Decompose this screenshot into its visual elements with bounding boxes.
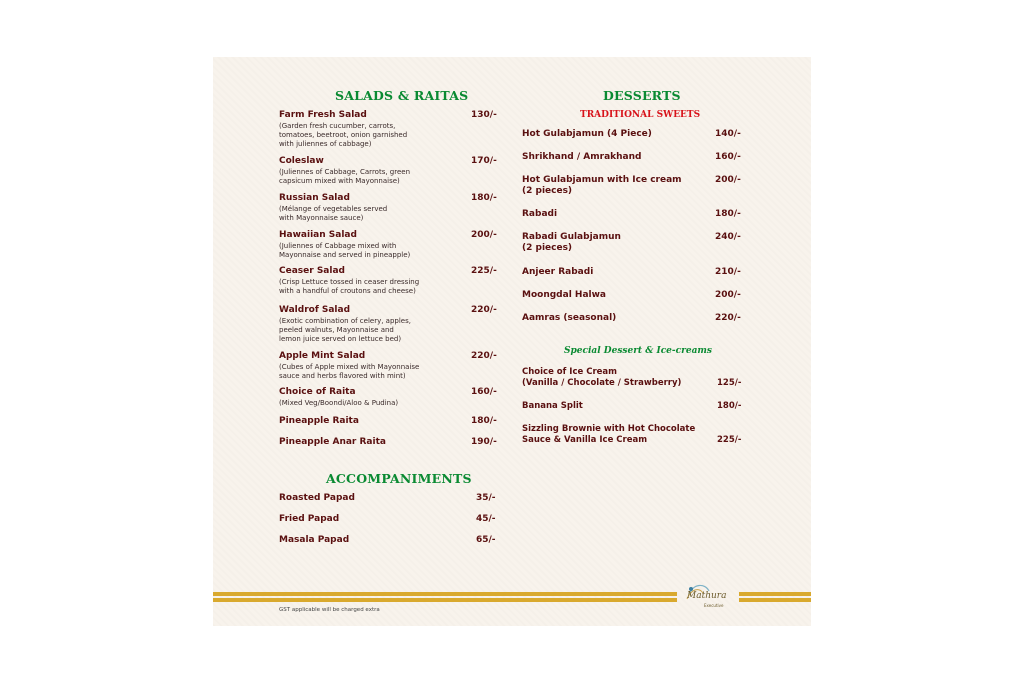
item-price: 160/-	[471, 387, 497, 397]
menu-item	[522, 267, 746, 278]
item-price: 210/-	[715, 267, 741, 277]
menu-item	[279, 437, 501, 448]
menu-item	[279, 514, 501, 525]
accompaniments-title: ACCOMPANIMENTS	[326, 471, 472, 486]
menu-item	[522, 290, 746, 301]
item-price: 35/-	[476, 493, 496, 503]
menu-item	[279, 416, 501, 427]
menu-item	[279, 305, 501, 344]
special-dessert-title: Special Dessert & Ice-creams	[564, 346, 713, 356]
menu-item	[279, 387, 501, 408]
desserts-title: DESSERTS	[603, 88, 681, 103]
item-desc: (Crisp Lettuce tossed in ceaser dressing with a handful of croutons and cheese)	[279, 277, 420, 295]
item-price: 160/-	[715, 152, 741, 162]
item-name: Pineapple Anar Raita	[279, 437, 386, 447]
item-name: Anjeer Rabadi	[522, 267, 594, 277]
item-name: Choice of Raita	[279, 387, 356, 397]
item-name: Rabadi Gulabjamun (2 pieces)	[522, 232, 621, 253]
item-name: Russian Salad	[279, 193, 350, 203]
item-price: 200/-	[715, 290, 741, 300]
menu-item	[279, 193, 501, 223]
item-name: Farm Fresh Salad	[279, 110, 367, 120]
item-price: 130/-	[471, 110, 497, 120]
menu-item	[279, 266, 501, 296]
item-price: 220/-	[471, 305, 497, 315]
item-desc: (Mixed Veg/Boondi/Aloo & Pudina)	[279, 398, 399, 407]
item-name: Rabadi	[522, 209, 558, 219]
gold-band	[213, 598, 677, 602]
item-name: Masala Papad	[279, 535, 350, 545]
item-desc: (Exotic combination of celery, apples, peeled walnuts, Mayonnaise and lemon juice served on lettuce bed)	[279, 316, 411, 343]
item-price: 170/-	[471, 156, 497, 166]
menu-page	[213, 57, 811, 626]
item-name: Choice of Ice Cream (Vanilla / Chocolate / Strawberry)	[522, 367, 682, 388]
gold-band	[213, 592, 677, 596]
item-name: Fried Papad	[279, 514, 340, 524]
traditional-sweets-title: TRADITIONAL SWEETS	[580, 110, 701, 120]
item-name: Aamras (seasonal)	[522, 313, 617, 323]
menu-item	[522, 313, 746, 324]
item-price: 180/-	[471, 416, 497, 426]
item-desc: (Juliennes of Cabbage mixed with Mayonnaise and served in pineapple)	[279, 241, 411, 259]
item-name: Waldrof Salad	[279, 305, 351, 315]
item-price: 140/-	[715, 129, 741, 139]
salads-title: SALADS & RAITAS	[335, 88, 469, 103]
menu-item	[522, 401, 746, 412]
menu-item	[279, 535, 501, 546]
menu-item	[522, 367, 746, 389]
menu-item	[522, 175, 746, 197]
item-desc: (Juliennes of Cabbage, Carrots, green capsicum mixed with Mayonnaise)	[279, 167, 411, 185]
item-name: Coleslaw	[279, 156, 324, 166]
menu-item	[279, 156, 501, 186]
item-desc: (Garden fresh cucumber, carrots, tomatoes, beetroot, onion garnished with juliennes of cabbage)	[279, 121, 408, 148]
item-name: Moongdal Halwa	[522, 290, 606, 300]
logo-name: Mathura	[687, 591, 727, 601]
gold-band	[739, 598, 811, 602]
gold-band	[739, 592, 811, 596]
item-name: Hot Gulabjamun (4 Piece)	[522, 129, 652, 139]
item-price: 220/-	[471, 351, 497, 361]
logo-subtitle: Executive	[704, 603, 724, 608]
menu-item	[522, 152, 746, 163]
menu-item	[279, 230, 501, 260]
menu-item	[522, 424, 746, 446]
item-price: 65/-	[476, 535, 496, 545]
item-desc: (Mélange of vegetables served with Mayonnaise sauce)	[279, 204, 388, 222]
menu-item	[279, 110, 501, 149]
item-price: 240/-	[715, 232, 741, 242]
item-name: Ceaser Salad	[279, 266, 345, 276]
item-name: Sizzling Brownie with Hot Chocolate Sauce & Vanilla Ice Cream	[522, 424, 696, 445]
menu-item	[522, 209, 746, 220]
item-price: 180/-	[715, 209, 741, 219]
item-name: Shrikhand / Amrakhand	[522, 152, 642, 162]
item-name: Apple Mint Salad	[279, 351, 366, 361]
menu-item	[522, 129, 746, 140]
item-price: 45/-	[476, 514, 496, 524]
menu-item	[522, 232, 746, 254]
item-name: Banana Split	[522, 401, 583, 411]
item-price: 180/-	[471, 193, 497, 203]
item-desc: (Cubes of Apple mixed with Mayonnaise sauce and herbs flavored with mint)	[279, 362, 420, 380]
menu-item	[279, 493, 501, 504]
item-price: 125/-	[717, 378, 742, 388]
item-price: 180/-	[717, 401, 742, 411]
item-name: Hawaiian Salad	[279, 230, 357, 240]
item-name: Hot Gulabjamun with Ice cream (2 pieces)	[522, 175, 682, 196]
item-name: Roasted Papad	[279, 493, 355, 503]
right-column	[522, 88, 746, 445]
item-name: Pineapple Raita	[279, 416, 359, 426]
item-price: 225/-	[471, 266, 497, 276]
item-price: 200/-	[471, 230, 497, 240]
item-price: 220/-	[715, 313, 741, 323]
left-column	[279, 88, 501, 545]
item-price: 190/-	[471, 437, 497, 447]
gst-note: GST applicable will be charged extra	[279, 607, 380, 613]
item-price: 225/-	[717, 435, 742, 445]
item-price: 200/-	[715, 175, 741, 185]
menu-item	[279, 351, 501, 381]
